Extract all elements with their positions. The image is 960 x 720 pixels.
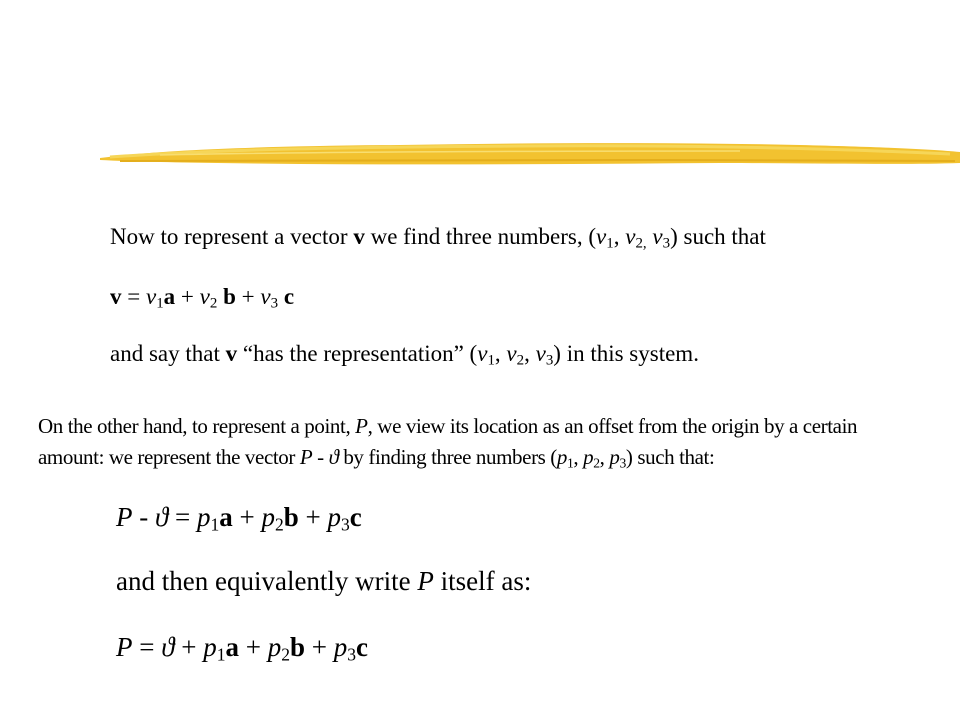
yellow-brush-stroke bbox=[100, 132, 960, 176]
point-intro-line-2: amount: we represent the vector P - ϑ by finding three numbers ($p_1$, $p_2$, $p_3$) such that: bbox=[38, 445, 715, 471]
point-intro-line-1: On the other hand, to represent a point, P, we view its location as an offset from the origin by a certain bbox=[38, 414, 858, 438]
vector-representation-line: and say that v “has the representation” ($v_1$, $v_2$, $v_3$) in this system. bbox=[110, 341, 699, 369]
vector-intro-line: Now to represent a vector v we find three numbers, ($v_1$, $v_{2,}$ $v_3$) such that bbox=[110, 224, 766, 252]
equivalent-write-line: and then equivalently write P itself as: bbox=[116, 566, 532, 596]
point-equation: $P = ϑ + p_1a + p_2b + p_3c$ bbox=[116, 632, 368, 665]
vector-equation: $v = v_1a + v_2$ $b + v_3$ c bbox=[110, 284, 295, 312]
point-offset-equation: $P - ϑ = p_1a + p_2b + p_3c$ bbox=[116, 502, 362, 535]
